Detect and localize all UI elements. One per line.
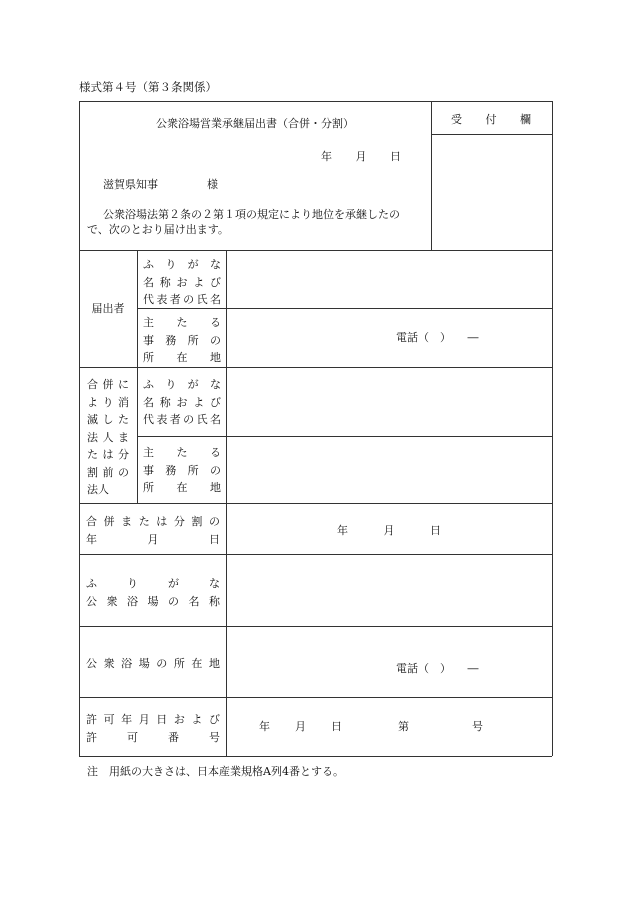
merger-date-label: 合 併 ま た は 分 割 の 年 月 日	[86, 515, 220, 546]
facility-location-label: 公 衆 浴 場 の 所 在 地	[86, 657, 220, 670]
notifier-office-field[interactable]	[227, 309, 551, 366]
notifier-name-field[interactable]	[227, 251, 551, 307]
predecessor-name-label: ふ り が な 名 称 お よ び 代 表 者 の 氏 名	[143, 378, 221, 426]
notifier-name-label: ふ り が な 名 称 お よ び 代 表 者 の 氏 名	[143, 258, 221, 306]
addressee-name: 滋賀県知事	[103, 178, 158, 191]
permit-day: 日	[331, 720, 342, 733]
form-title: 公衆浴場営業承継届出書（合併・分割）	[156, 117, 354, 130]
permit-month: 月	[295, 720, 306, 733]
form-number: 様式第４号（第３条関係）	[79, 80, 217, 94]
addressee-honorific: 様	[207, 178, 218, 191]
notifier-office-label: 主 た る 事 務 所 の 所 在 地	[143, 316, 221, 364]
predecessor-office-label: 主 た る 事 務 所 の 所 在 地	[143, 446, 221, 494]
permit-label: 許 可 年 月 日 お よ び 許 可 番 号	[86, 713, 220, 744]
permit-field[interactable]	[227, 698, 551, 755]
facility-location-field[interactable]	[227, 627, 551, 696]
predecessor-label: 合 併 に よ り 消 滅 し た 法 人 ま た は 分 割 前 の 法人	[87, 378, 129, 496]
permit-year: 年	[259, 720, 270, 733]
statement-line-2: で、次のとおり届け出ます。	[87, 223, 229, 236]
predecessor-office-field[interactable]	[227, 437, 551, 502]
facility-phone: 電話（ ） ―	[396, 662, 479, 675]
reception-header: 受 付 欄	[451, 113, 531, 126]
merger-date-field[interactable]: 年 月 日	[337, 524, 441, 537]
reception-field[interactable]	[432, 135, 551, 249]
permit-number-prefix: 第	[398, 720, 409, 733]
submission-date[interactable]: 年 月 日	[321, 150, 401, 163]
facility-name-field[interactable]	[227, 555, 551, 625]
notifier-phone: 電話（ ） ―	[396, 331, 479, 344]
predecessor-name-field[interactable]	[227, 368, 551, 435]
permit-number-suffix: 号	[472, 720, 483, 733]
facility-name-label: ふ り が な 公 衆 浴 場 の 名 称	[86, 577, 220, 608]
statement-line-1: 公衆浴場法第２条の２第１項の規定により地位を承継したの	[103, 208, 400, 221]
footnote: 注 用紙の大きさは、日本産業規格A列4番とする。	[87, 765, 344, 778]
notifier-label: 届出者	[91, 302, 125, 315]
